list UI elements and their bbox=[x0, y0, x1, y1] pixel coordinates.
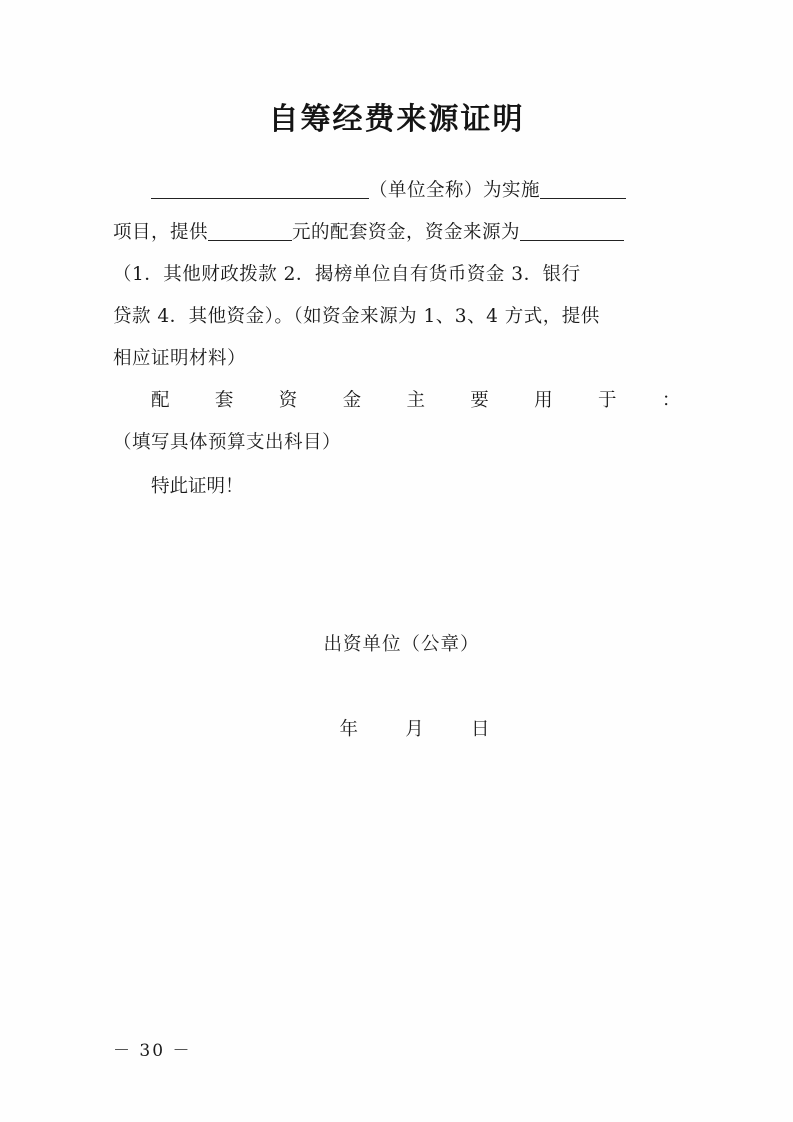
options-line-1: （1．其他财政拨款 2．揭榜单位自有货币资金 3．银行 bbox=[113, 264, 581, 285]
page-number: － 30 － bbox=[113, 1041, 192, 1061]
signature-block bbox=[0, 630, 793, 656]
paragraph-funding-declaration bbox=[113, 170, 693, 212]
date-day-label: 日 bbox=[470, 719, 490, 740]
page-title: 自筹经费来源证明 bbox=[268, 102, 525, 137]
usage-char: 主 bbox=[406, 390, 426, 411]
usage-char: 要 bbox=[470, 390, 490, 411]
document-body bbox=[113, 170, 693, 508]
date-year-label: 年 bbox=[339, 719, 359, 740]
certify-statement: 特此证明！ bbox=[151, 476, 244, 497]
text-unit-full-name: （单位全称）为实施 bbox=[369, 180, 541, 201]
usage-note: （填写具体预算支出科目） bbox=[113, 432, 342, 453]
paragraph-funding-amount bbox=[113, 212, 693, 254]
usage-char: 于 bbox=[598, 390, 618, 411]
usage-char: 用 bbox=[534, 390, 554, 411]
text-project-prefix: 项目，提供 bbox=[113, 222, 209, 243]
signature-label: 出资单位（公章） bbox=[323, 634, 480, 655]
blank-project-name[interactable] bbox=[540, 178, 626, 199]
usage-char: ： bbox=[661, 390, 681, 411]
usage-char: 金 bbox=[342, 390, 362, 411]
blank-amount[interactable] bbox=[208, 220, 292, 241]
usage-char: 配 bbox=[151, 390, 171, 411]
text-amount-mid: 元的配套资金，资金来源为 bbox=[292, 222, 521, 243]
date-month-label: 月 bbox=[405, 719, 424, 740]
date-block bbox=[0, 715, 793, 741]
blank-funding-source[interactable] bbox=[520, 220, 624, 241]
options-line-3: 相应证明材料） bbox=[113, 348, 247, 369]
options-line-2: 贷款 4．其他资金）。（如资金来源为 1、3、4 方式，提供 bbox=[113, 306, 600, 327]
usage-char: 套 bbox=[214, 390, 234, 411]
usage-char: 资 bbox=[278, 390, 298, 411]
blank-unit-name[interactable] bbox=[151, 178, 369, 199]
usage-heading bbox=[113, 380, 681, 422]
